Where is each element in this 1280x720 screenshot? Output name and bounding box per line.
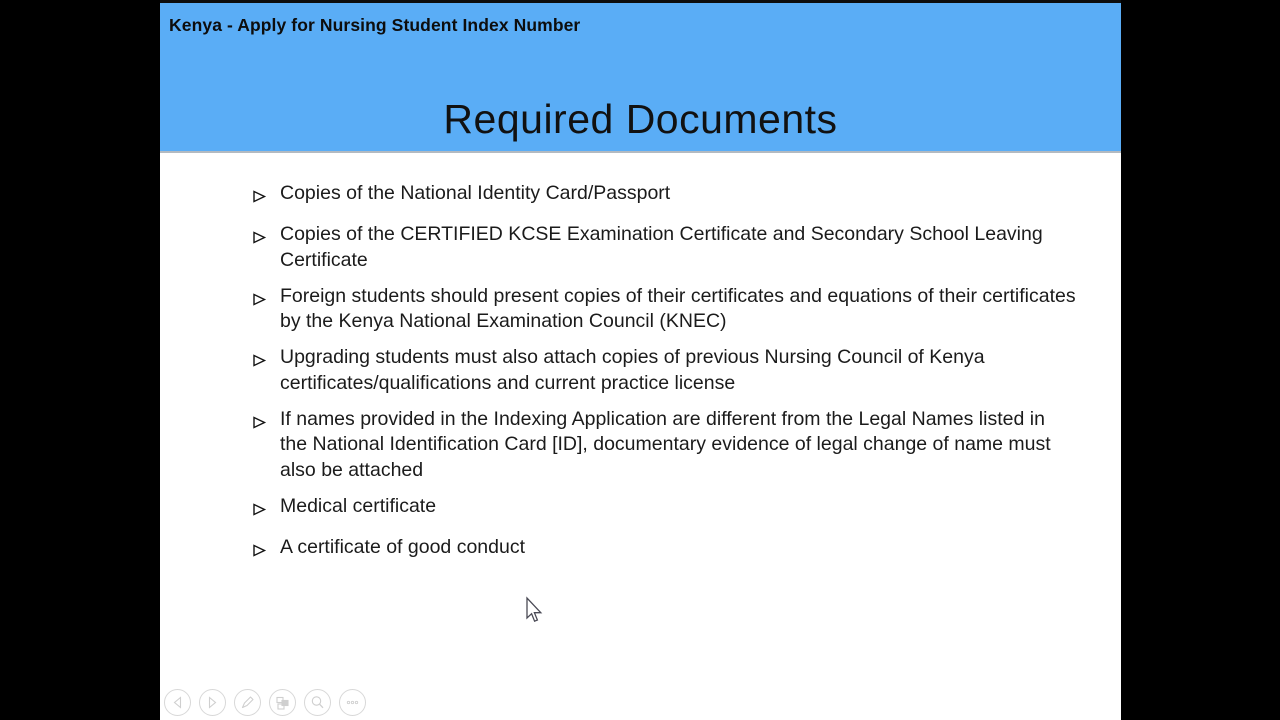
arrow-bullet-icon: [252, 186, 267, 212]
arrow-bullet-icon: [252, 499, 267, 525]
list-item: [252, 284, 1080, 335]
next-slide-button[interactable]: [199, 689, 226, 716]
previous-slide-button[interactable]: [164, 689, 191, 716]
bullet-text: Upgrading students must also attach copies of previous Nursing Council of Kenya certificates/qualifications and current practice license: [280, 346, 985, 394]
pen-icon: [235, 690, 260, 715]
pen-annotation-button[interactable]: [234, 689, 261, 716]
slides-grid-icon: [270, 690, 295, 715]
zoom-slide-button[interactable]: [304, 689, 331, 716]
video-title: Kenya - Apply for Nursing Student Index Number: [169, 15, 581, 35]
see-all-slides-button[interactable]: [269, 689, 296, 716]
bullet-text: If names provided in the Indexing Application are different from the Legal Names listed in the National Identification Card [ID], documentary evidence of legal change of name must also be attached: [280, 407, 1051, 481]
chevron-right-icon: [200, 690, 225, 715]
chevron-left-icon: [165, 690, 190, 715]
bullet-text: Copies of the National Identity Card/Passport: [280, 182, 671, 204]
list-item: [252, 345, 1080, 396]
arrow-bullet-icon: [252, 540, 267, 566]
list-item: [252, 181, 1080, 212]
list-item: [252, 222, 1080, 273]
bullet-list: [252, 181, 1080, 576]
letterbox-left: [0, 0, 160, 720]
arrow-bullet-icon: [252, 289, 267, 335]
slide-header-band: [160, 0, 1121, 153]
list-item: [252, 407, 1080, 484]
arrow-bullet-icon: [252, 412, 267, 484]
magnifier-icon: [305, 690, 330, 715]
bullet-text: Medical certificate: [280, 494, 437, 517]
slide-area: [160, 0, 1121, 720]
more-options-button[interactable]: [339, 689, 366, 716]
arrow-bullet-icon: [252, 350, 267, 396]
bullet-text: Foreign students should present copies of their certificates and equations of their certificates by the Kenya National Examination Council (KNEC): [280, 284, 1076, 332]
ellipsis-icon: [340, 690, 365, 715]
letterbox-right: [1121, 0, 1280, 720]
list-item: [252, 535, 1080, 566]
list-item: [252, 494, 1080, 525]
slide-heading: Required Documents: [443, 96, 838, 142]
bullet-text: A certificate of good conduct: [280, 535, 525, 558]
slideshow-controls: [164, 689, 366, 716]
arrow-bullet-icon: [252, 227, 267, 273]
bullet-text: Copies of the CERTIFIED KCSE Examination Certificate and Secondary School Leaving Certificate: [280, 223, 1043, 271]
